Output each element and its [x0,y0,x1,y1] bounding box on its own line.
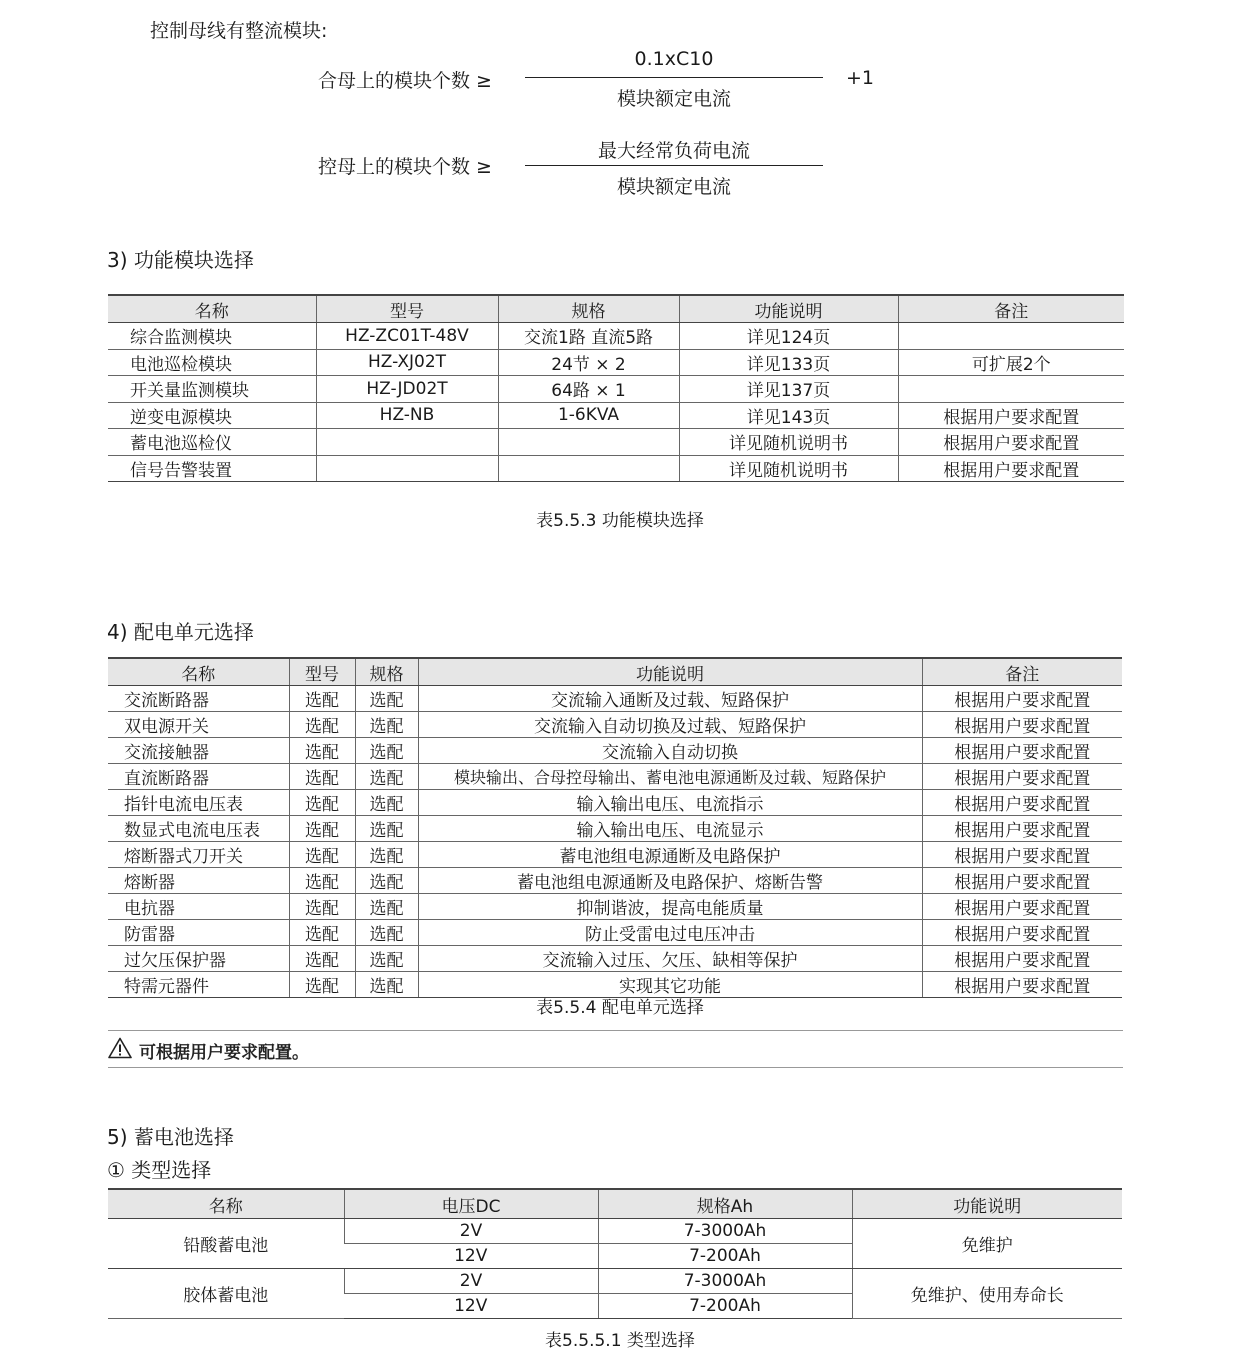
table-cell: 选配 [289,868,355,894]
table-cell: 熔断器式刀开关 [108,842,289,868]
column-header: 功能说明 [679,295,898,323]
section4-heading: 4) 配电单元选择 [107,620,254,644]
table-cell: 根据用户要求配置 [922,972,1122,998]
table-cell: 选配 [289,738,355,764]
table-cell: 电池巡检模块 [108,349,316,376]
table-cell: 蓄电池巡检仪 [108,429,316,456]
warning-icon [108,1037,132,1059]
table-cell [316,429,498,456]
table-cell: 电抗器 [108,894,289,920]
table-cell [316,455,498,482]
table-caption: 表5.5.4 配电单元选择 [536,998,704,1018]
table-row [108,790,1122,816]
table-cell: 12V [344,1294,598,1319]
table-cell: 详见137页 [679,376,898,403]
note-text: 可根据用户要求配置。 [139,1043,309,1063]
table-cell: 根据用户要求配置 [922,920,1122,946]
table-row [108,455,1124,482]
table-cell: 选配 [355,894,418,920]
table-cell: 综合监测模块 [108,323,316,350]
table-cell: 2V [344,1269,598,1294]
column-header: 名称 [108,658,289,686]
table-cell: 交流输入通断及过载、短路保护 [418,686,922,712]
column-header: 型号 [316,295,498,323]
table-cell: 选配 [355,920,418,946]
table-cell: 12V [344,1244,598,1269]
table-cell: 模块输出、合母控母输出、蓄电池电源通断及过载、短路保护 [418,764,922,790]
column-header: 功能说明 [418,658,922,686]
table-cell: 选配 [355,842,418,868]
table-cell: 7-3000Ah [598,1219,852,1244]
section5-heading: 5) 蓄电池选择 [107,1125,234,1149]
table-cell: 根据用户要求配置 [922,738,1122,764]
table-row [108,349,1124,376]
table-cell: HZ-XJ02T [316,349,498,376]
table-cell: 开关量监测模块 [108,376,316,403]
table-cell: 根据用户要求配置 [922,764,1122,790]
table-header-row [108,658,1122,686]
table-cell: 熔断器 [108,868,289,894]
table-cell: 数显式电流电压表 [108,816,289,842]
table-cell: 指针电流电压表 [108,790,289,816]
table-cell: 蓄电池组电源通断及电路保护 [418,842,922,868]
section3-heading: 3) 功能模块选择 [107,248,254,272]
table-cell [498,455,679,482]
table-cell: 根据用户要求配置 [922,712,1122,738]
table-cell: 直流断路器 [108,764,289,790]
table-cell: 选配 [289,920,355,946]
table-cell: 7-3000Ah [598,1269,852,1294]
table-caption: 表5.5.5.1 类型选择 [545,1331,695,1351]
table-row [108,429,1124,456]
table-cell: 逆变电源模块 [108,402,316,429]
table-cell: 详见随机说明书 [679,455,898,482]
table-cell: 选配 [355,686,418,712]
table-cell: 输入输出电压、电流指示 [418,790,922,816]
table-cell: 交流1路 直流5路 [498,323,679,350]
column-header: 备注 [898,295,1124,323]
table-cell: 根据用户要求配置 [898,429,1124,456]
table-cell: 胶体蓄电池 [108,1269,344,1319]
table-row [108,738,1122,764]
table-cell: 详见124页 [679,323,898,350]
table-caption: 表5.5.3 功能模块选择 [536,511,704,531]
formula1-suffix: +1 [846,67,875,89]
table-cell: HZ-JD02T [316,376,498,403]
table-cell: 根据用户要求配置 [922,894,1122,920]
table-cell: 选配 [355,764,418,790]
table-cell: 选配 [355,868,418,894]
column-header: 规格 [355,658,418,686]
table-cell: 选配 [289,894,355,920]
table-cell: 选配 [289,842,355,868]
table-cell [898,376,1124,403]
table-cell: 双电源开关 [108,712,289,738]
formula2-numerator: 最大经常负荷电流 [597,140,750,162]
table-row [108,402,1124,429]
table-cell: 选配 [289,790,355,816]
table-row [108,894,1122,920]
formula1-fraction-bar [525,77,823,78]
table-cell: 选配 [289,712,355,738]
table-row [108,920,1122,946]
distribution-unit-table [108,657,1122,998]
table-cell: 根据用户要求配置 [898,455,1124,482]
column-header: 功能说明 [852,1189,1122,1219]
battery-type-table [108,1188,1122,1319]
table-row [108,323,1124,350]
table-cell: 选配 [355,816,418,842]
table-cell: 根据用户要求配置 [922,816,1122,842]
column-header: 名称 [108,1189,344,1219]
table-cell: 选配 [355,946,418,972]
table-cell: 根据用户要求配置 [922,868,1122,894]
table-cell: 交流断路器 [108,686,289,712]
table-cell: 交流输入过压、欠压、缺相等保护 [418,946,922,972]
table-row [108,1219,1122,1244]
column-header: 规格Ah [598,1189,852,1219]
table-cell [498,429,679,456]
table-cell: 选配 [289,764,355,790]
table-header-row [108,295,1124,323]
table-cell: 64路 × 1 [498,376,679,403]
table-cell: 详见133页 [679,349,898,376]
table-cell: 过欠压保护器 [108,946,289,972]
table-cell: 24节 × 2 [498,349,679,376]
formula1-denominator: 模块额定电流 [616,88,731,110]
table-row [108,686,1122,712]
table-cell: HZ-ZC01T-48V [316,323,498,350]
table-row [108,376,1124,403]
table-row [108,1269,1122,1294]
table-row [108,764,1122,790]
table-cell: 根据用户要求配置 [922,946,1122,972]
table-cell: 选配 [355,790,418,816]
table-cell: 选配 [289,686,355,712]
table-cell: 选配 [289,972,355,998]
column-header: 型号 [289,658,355,686]
table-row [108,868,1122,894]
table-cell: 信号告警装置 [108,455,316,482]
section5-subheading: ① 类型选择 [107,1158,212,1182]
column-header: 名称 [108,295,316,323]
table-cell: 选配 [355,712,418,738]
table-cell: 详见随机说明书 [679,429,898,456]
table-cell: 7-200Ah [598,1294,852,1319]
table-cell: 免维护、使用寿命长 [852,1269,1122,1319]
table-cell: 选配 [289,816,355,842]
column-header: 规格 [498,295,679,323]
table-cell: 详见143页 [679,402,898,429]
table-cell: 交流输入自动切换 [418,738,922,764]
table-header-row [108,1189,1122,1219]
table-cell: 交流接触器 [108,738,289,764]
formula2-fraction-bar [525,165,823,166]
table-cell: 可扩展2个 [898,349,1124,376]
table-cell: 交流输入自动切换及过载、短路保护 [418,712,922,738]
table-cell: 防雷器 [108,920,289,946]
column-header: 备注 [922,658,1122,686]
table-cell: 根据用户要求配置 [922,790,1122,816]
table-row [108,712,1122,738]
table-cell: 根据用户要求配置 [898,402,1124,429]
table-row [108,816,1122,842]
formula1-numerator: 0.1xC10 [634,48,714,70]
table-cell: 特需元器件 [108,972,289,998]
column-header: 电压DC [344,1189,598,1219]
table-cell: HZ-NB [316,402,498,429]
table-cell: 7-200Ah [598,1244,852,1269]
table-cell: 蓄电池组电源通断及电路保护、熔断告警 [418,868,922,894]
table-cell: 选配 [355,738,418,764]
function-module-table [108,294,1124,482]
table-row [108,842,1122,868]
table-cell: 选配 [355,972,418,998]
table-cell: 2V [344,1219,598,1244]
table-cell: 1-6KVA [498,402,679,429]
table-cell: 根据用户要求配置 [922,842,1122,868]
intro-line: 控制母线有整流模块: [150,20,328,42]
formula2-left: 控母上的模块个数 ≥ [318,156,492,178]
table-row [108,946,1122,972]
note-box [108,1030,1123,1068]
table-cell: 抑制谐波，提高电能质量 [418,894,922,920]
table-cell: 实现其它功能 [418,972,922,998]
formula1-left: 合母上的模块个数 ≥ [318,70,492,92]
formula2-denominator: 模块额定电流 [616,176,731,198]
table-cell: 输入输出电压、电流显示 [418,816,922,842]
table-cell: 防止受雷电过电压冲击 [418,920,922,946]
table-cell [898,323,1124,350]
table-cell: 免维护 [852,1219,1122,1269]
table-cell: 铅酸蓄电池 [108,1219,344,1269]
table-cell: 选配 [289,946,355,972]
table-cell: 根据用户要求配置 [922,686,1122,712]
